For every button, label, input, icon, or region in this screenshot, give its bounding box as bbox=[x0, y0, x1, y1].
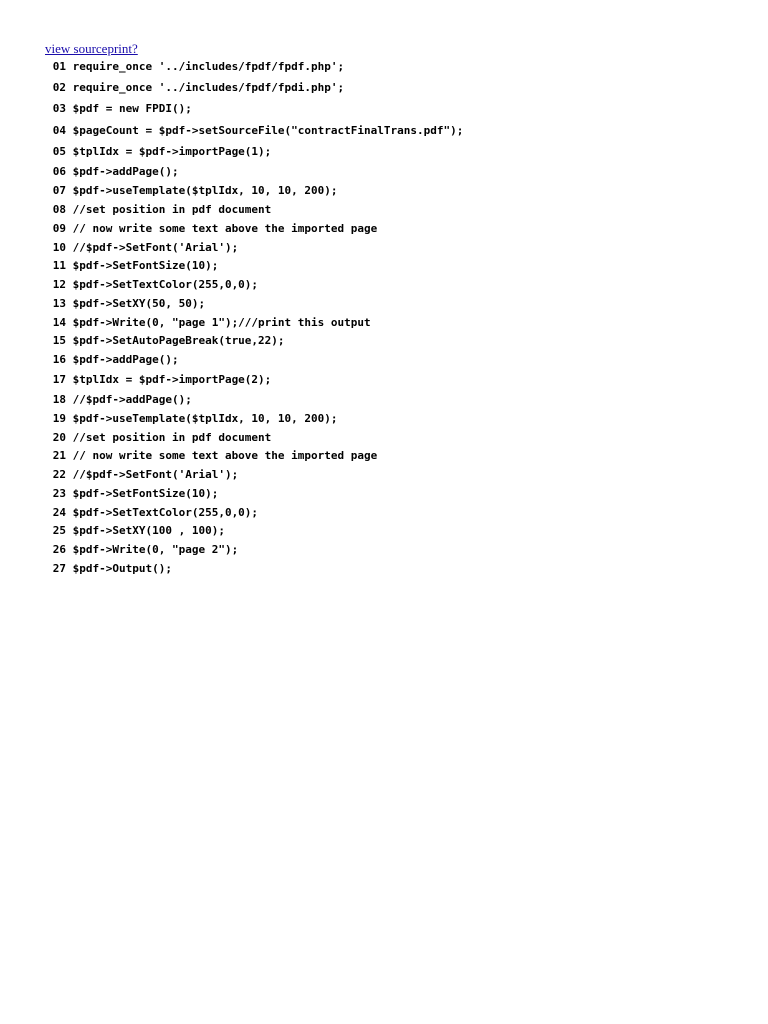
code-line bbox=[48, 259, 748, 278]
code-text: $pdf->addPage(); bbox=[66, 165, 179, 178]
line-number: 25 bbox=[52, 524, 66, 537]
line-number: 17 bbox=[52, 373, 66, 386]
code-line bbox=[48, 124, 748, 145]
code-line bbox=[48, 165, 748, 184]
code-text: $tplIdx = $pdf->importPage(1); bbox=[66, 145, 272, 158]
line-number: 08 bbox=[52, 203, 66, 216]
line-number: 04 bbox=[52, 124, 66, 137]
code-line bbox=[48, 431, 748, 449]
code-line bbox=[48, 487, 748, 506]
code-text: $pageCount = $pdf->setSourceFile("contractFinalTrans.pdf"); bbox=[66, 124, 464, 137]
line-number: 18 bbox=[52, 393, 66, 406]
line-number: 10 bbox=[52, 241, 66, 254]
code-line bbox=[48, 506, 748, 524]
line-number: 09 bbox=[52, 222, 66, 235]
view-source-print-link[interactable]: view sourceprint? bbox=[45, 41, 138, 56]
code-text: //set position in pdf document bbox=[66, 431, 272, 444]
line-number: 05 bbox=[52, 145, 66, 158]
line-number: 23 bbox=[52, 487, 66, 500]
code-text: // now write some text above the imported page bbox=[66, 222, 378, 235]
code-line bbox=[48, 241, 748, 259]
line-number: 16 bbox=[52, 353, 66, 366]
code-text: $pdf->SetFontSize(10); bbox=[66, 487, 219, 500]
code-line bbox=[48, 543, 748, 562]
code-text: $pdf->SetXY(100 , 100); bbox=[66, 524, 225, 537]
code-text: $pdf->SetAutoPageBreak(true,22); bbox=[66, 334, 285, 347]
line-number: 06 bbox=[52, 165, 66, 178]
line-number: 20 bbox=[52, 431, 66, 444]
code-text: //$pdf->addPage(); bbox=[66, 393, 192, 406]
code-line bbox=[48, 145, 748, 165]
code-line bbox=[48, 393, 748, 412]
code-text: $pdf->SetTextColor(255,0,0); bbox=[66, 278, 259, 291]
code-line bbox=[48, 316, 748, 334]
line-number: 19 bbox=[52, 412, 66, 425]
code-line bbox=[48, 184, 748, 203]
code-line bbox=[48, 373, 748, 393]
code-text: $pdf->SetFontSize(10); bbox=[66, 259, 219, 272]
code-text: $pdf->addPage(); bbox=[66, 353, 179, 366]
line-number: 26 bbox=[52, 543, 66, 556]
code-text: //$pdf->SetFont('Arial'); bbox=[66, 241, 239, 254]
code-listing bbox=[48, 60, 748, 581]
line-number: 24 bbox=[52, 506, 66, 519]
line-number: 14 bbox=[52, 316, 66, 329]
code-line bbox=[48, 353, 748, 373]
line-number: 21 bbox=[52, 449, 66, 462]
code-line bbox=[48, 449, 748, 468]
code-line bbox=[48, 278, 748, 297]
code-line bbox=[48, 468, 748, 487]
code-line bbox=[48, 334, 748, 353]
line-number: 03 bbox=[52, 102, 66, 115]
code-text: $pdf->Write(0, "page 1");///print this output bbox=[66, 316, 371, 329]
code-text: //set position in pdf document bbox=[66, 203, 272, 216]
code-text: // now write some text above the imported page bbox=[66, 449, 378, 462]
code-line bbox=[48, 297, 748, 316]
code-text: $pdf->SetTextColor(255,0,0); bbox=[66, 506, 259, 519]
line-number: 02 bbox=[52, 81, 66, 94]
code-text: $pdf->useTemplate($tplIdx, 10, 10, 200); bbox=[66, 412, 338, 425]
code-line bbox=[48, 102, 748, 124]
code-line bbox=[48, 60, 748, 81]
code-text: $pdf->Output(); bbox=[66, 562, 172, 575]
code-line bbox=[48, 81, 748, 102]
code-text: $tplIdx = $pdf->importPage(2); bbox=[66, 373, 272, 386]
line-number: 01 bbox=[52, 60, 66, 73]
code-line bbox=[48, 203, 748, 222]
line-number: 27 bbox=[52, 562, 66, 575]
code-line bbox=[48, 562, 748, 581]
line-number: 15 bbox=[52, 334, 66, 347]
line-number: 07 bbox=[52, 184, 66, 197]
line-number: 22 bbox=[52, 468, 66, 481]
line-number: 13 bbox=[52, 297, 66, 310]
code-text: $pdf->useTemplate($tplIdx, 10, 10, 200); bbox=[66, 184, 338, 197]
code-text: //$pdf->SetFont('Arial'); bbox=[66, 468, 239, 481]
line-number: 12 bbox=[52, 278, 66, 291]
code-text: $pdf->Write(0, "page 2"); bbox=[66, 543, 239, 556]
code-text: require_once '../includes/fpdf/fpdf.php'; bbox=[66, 60, 345, 73]
code-line bbox=[48, 412, 748, 431]
code-text: $pdf->SetXY(50, 50); bbox=[66, 297, 206, 310]
code-text: require_once '../includes/fpdf/fpdi.php'; bbox=[66, 81, 345, 94]
code-line bbox=[48, 222, 748, 241]
line-number: 11 bbox=[52, 259, 66, 272]
code-text: $pdf = new FPDI(); bbox=[66, 102, 192, 115]
code-line bbox=[48, 524, 748, 543]
